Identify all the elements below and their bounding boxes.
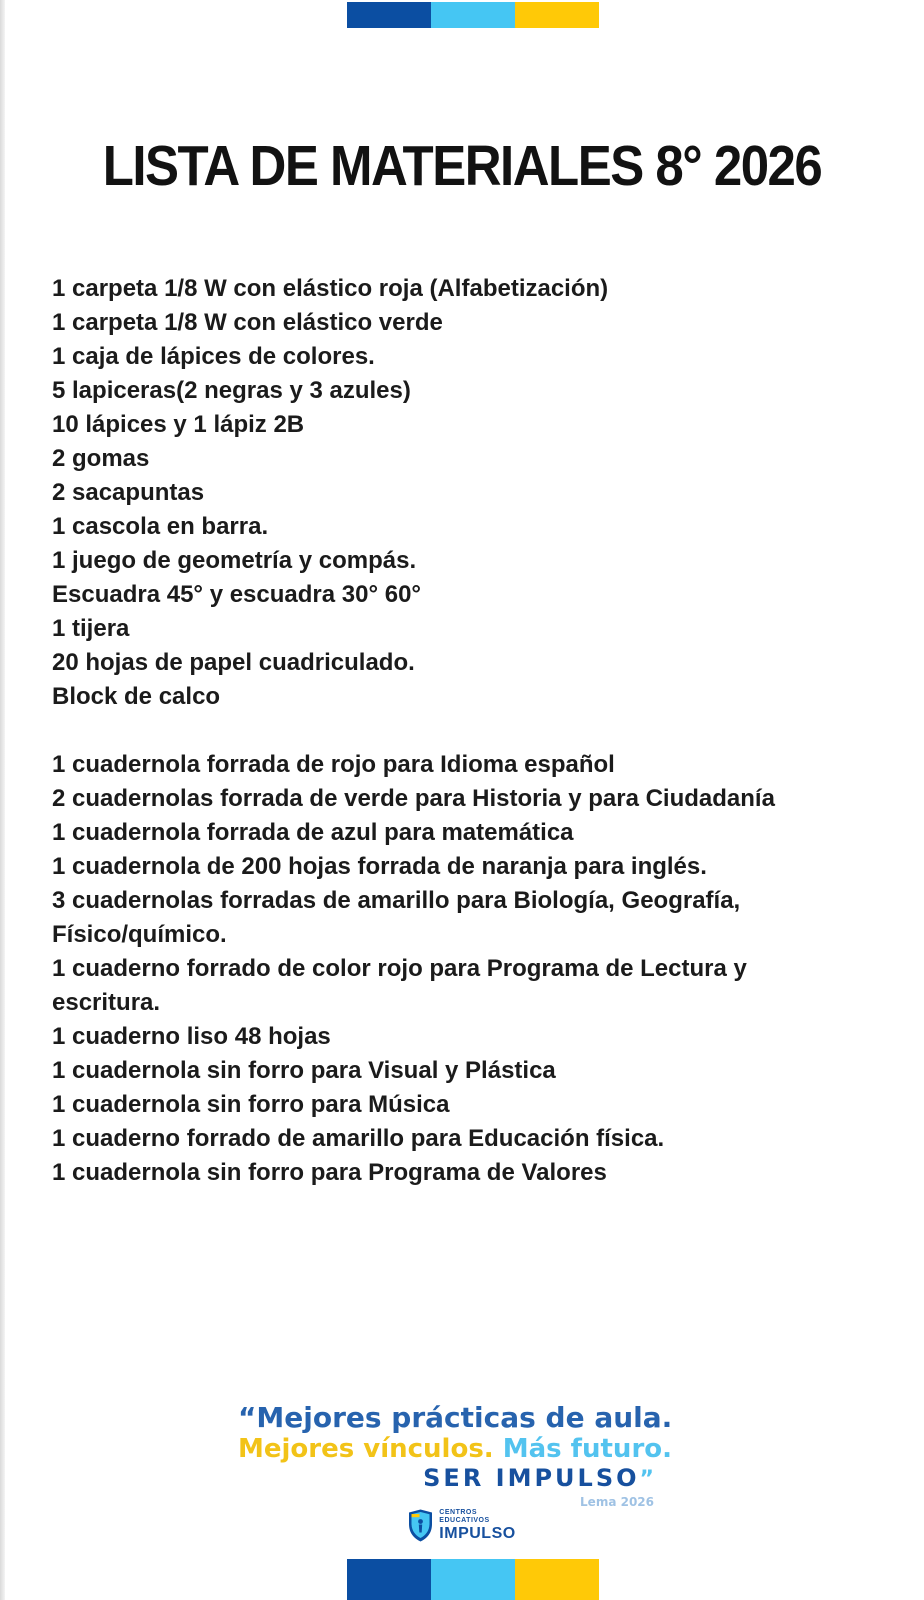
list-item: 1 cuaderno liso 48 hojas: [52, 1023, 331, 1050]
list-item: 3 cuadernolas forradas de amarillo para Biología, Geografía,: [52, 887, 741, 914]
stripe-segment-light-blue: [431, 2, 515, 28]
list-item: 1 juego de geometría y compás.: [52, 547, 417, 574]
list-item: 1 cuadernola sin forro para Visual y Plástica: [52, 1057, 556, 1084]
list-item: 1 caja de lápices de colores.: [52, 343, 375, 370]
slogan-line-2: [238, 1434, 673, 1464]
slogan-line-2-yellow: Mejores vínculos.: [238, 1434, 494, 1464]
list-item: 10 lápices y 1 lápiz 2B: [52, 411, 305, 438]
list-item: 1 cascola en barra.: [52, 513, 269, 540]
list-item: 1 cuadernola de 200 hojas forrada de naranja para inglés.: [52, 853, 707, 880]
slogan-line-2-lightblue: Más futuro.: [493, 1434, 673, 1464]
list-item: Escuadra 45° y escuadra 30° 60°: [52, 581, 422, 608]
list-item: 2 sacapuntas: [52, 479, 205, 506]
slogan-line-1: “Mejores prácticas de aula.: [238, 1401, 673, 1434]
list-item: 1 tijera: [52, 615, 130, 642]
brand-stripe-bottom: [347, 1559, 599, 1600]
slogan-lema: Lema 2026: [580, 1495, 654, 1509]
page-title: LISTA DE MATERIALES 8° 2026: [102, 134, 822, 197]
shield-icon: [408, 1509, 433, 1542]
closing-quote: ”: [639, 1467, 654, 1492]
list-item: 1 cuaderno forrado de amarillo para Educación física.: [52, 1125, 665, 1152]
slogan-ser-impulso: SER IMPULSO: [423, 1464, 640, 1492]
list-item: 1 carpeta 1/8 W con elástico verde: [52, 309, 443, 336]
materials-section-general: [52, 272, 882, 714]
logo-text: [439, 1509, 515, 1542]
stripe-segment-dark-blue: [347, 2, 431, 28]
list-item: 1 cuadernola forrada de azul para matemática: [52, 819, 574, 846]
list-item: 2 cuadernolas forrada de verde para Historia y para Ciudadanía: [52, 785, 775, 812]
stripe-segment-dark-blue: [347, 1559, 431, 1600]
list-item: Físico/químico.: [52, 921, 227, 948]
list-item: escritura.: [52, 989, 161, 1016]
impulso-logo: [0, 1509, 924, 1542]
materials-list: [52, 272, 882, 1190]
logo-name: IMPULSO: [439, 1525, 516, 1542]
slogan-line-3: [238, 1464, 654, 1494]
logo-org-line-1: CENTROS: [439, 1509, 478, 1516]
stripe-segment-yellow: [515, 2, 599, 28]
list-item: 1 cuadernola sin forro para Programa de Valores: [52, 1159, 607, 1186]
list-item: 2 gomas: [52, 445, 150, 472]
list-item: Block de calco: [52, 683, 221, 710]
page-edge-shadow: [0, 0, 5, 1600]
list-item: 1 carpeta 1/8 W con elástico roja (Alfabetización): [52, 275, 609, 302]
brand-stripe-top: [347, 2, 599, 28]
list-item: 5 lapiceras(2 negras y 3 azules): [52, 377, 411, 404]
section-gap: [52, 714, 882, 748]
stripe-segment-light-blue: [431, 1559, 515, 1600]
slogan-block: [238, 1401, 673, 1509]
list-item: 20 hojas de papel cuadriculado.: [52, 649, 415, 676]
list-item: 1 cuadernola forrada de rojo para Idioma español: [52, 751, 615, 778]
list-item: 1 cuaderno forrado de color rojo para Programa de Lectura y: [52, 955, 747, 982]
logo-org-line-2: EDUCATIVOS: [439, 1517, 490, 1524]
materials-section-notebooks: [52, 748, 882, 1190]
stripe-segment-yellow: [515, 1559, 599, 1600]
list-item: 1 cuadernola sin forro para Música: [52, 1091, 450, 1118]
